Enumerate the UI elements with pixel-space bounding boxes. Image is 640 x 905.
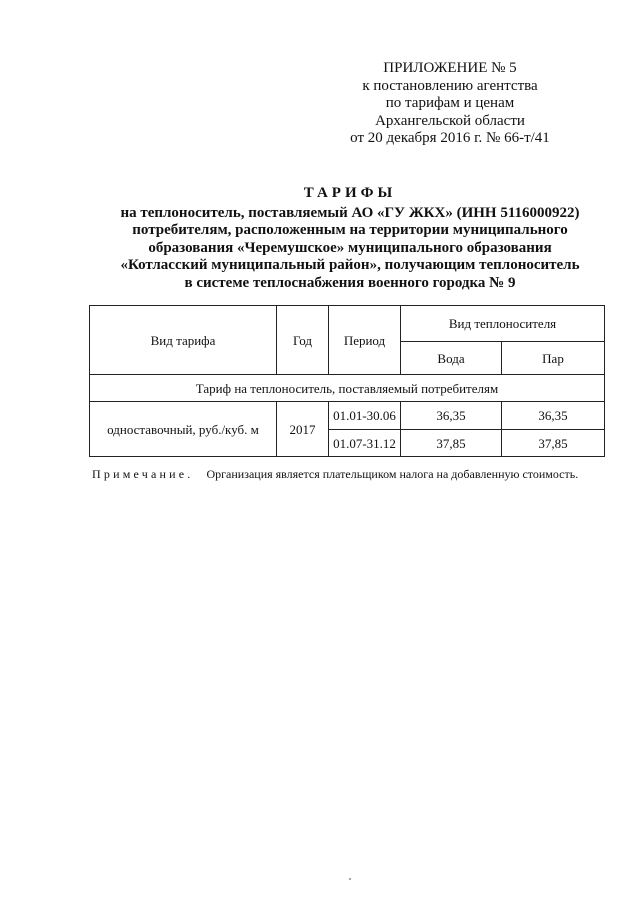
note-label: Примечание. — [92, 467, 194, 481]
note — [92, 467, 612, 482]
header-year: Год — [277, 306, 329, 375]
header-steam: Пар — [502, 342, 605, 375]
scan-speck — [349, 878, 351, 880]
appendix-reference — [300, 60, 600, 148]
cell-year: 2017 — [277, 402, 329, 457]
header-water: Вода — [401, 342, 502, 375]
cell-tariff-type: одноставочный, руб./куб. м — [90, 402, 277, 457]
header-carrier-type: Вид теплоносителя — [401, 306, 605, 342]
title-line: образования «Черемушское» муниципального образования — [148, 239, 552, 256]
header-tariff-type: Вид тарифа — [90, 306, 277, 375]
tariff-table — [89, 305, 605, 457]
cell-period: 01.07-31.12 — [329, 430, 401, 457]
cell-steam: 36,35 — [502, 402, 605, 430]
table-header-row — [90, 306, 605, 342]
appendix-line: к постановлению агентства — [362, 77, 538, 94]
section-title: Тариф на теплоноситель, поставляемый потребителям — [90, 375, 605, 402]
title-line: на теплоноситель, поставляемый АО «ГУ ЖКХ» (ИНН 5116000922) — [120, 204, 580, 221]
appendix-line: Архангельской области — [375, 112, 525, 129]
title-heading: ТАРИФЫ — [303, 185, 397, 201]
table-section-row — [90, 375, 605, 402]
table-row — [90, 402, 605, 430]
header-period: Период — [329, 306, 401, 375]
cell-water: 36,35 — [401, 402, 502, 430]
note-text: Организация является плательщиком налога на добавленную стоимость. — [206, 467, 579, 481]
appendix-line: по тарифам и ценам — [385, 95, 515, 111]
cell-water: 37,85 — [401, 430, 502, 457]
title-line: в системе теплоснабжения военного городка № 9 — [184, 274, 516, 291]
title-line: потребителям, расположенным на территории муниципального — [132, 222, 568, 238]
appendix-number: ПРИЛОЖЕНИЕ № 5 — [383, 60, 517, 76]
title-line: «Котласский муниципальный район», получающим теплоноситель — [120, 257, 580, 273]
appendix-date: от 20 декабря 2016 г. № 66-т/41 — [350, 130, 550, 146]
cell-steam: 37,85 — [502, 430, 605, 457]
cell-period: 01.01-30.06 — [329, 402, 401, 430]
document-title — [80, 185, 620, 292]
